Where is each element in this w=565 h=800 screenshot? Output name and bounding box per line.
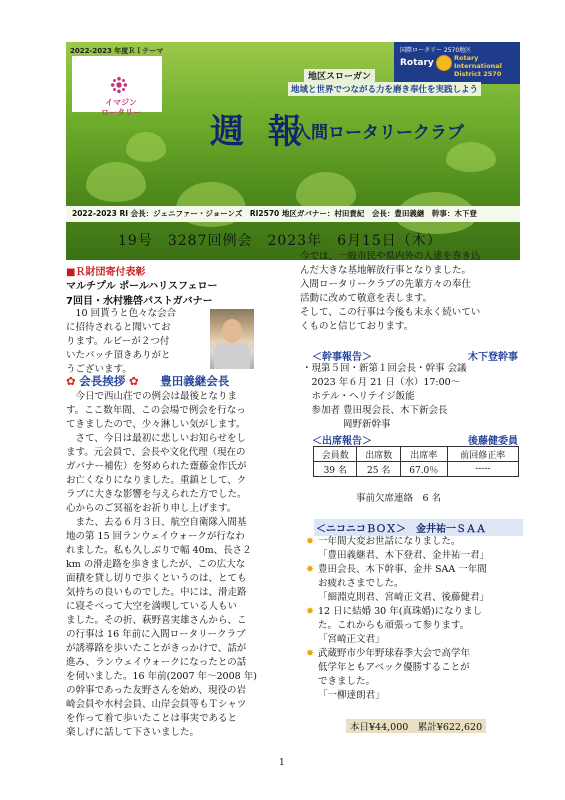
text-line: 「宮崎正文君」 <box>318 634 385 645</box>
greeting-author: 豊田義継会長 <box>160 374 230 388</box>
text-line: を作って着て歩いたことは事実であると <box>66 713 238 724</box>
secretary-report-heading <box>312 348 518 363</box>
text-line: 「一柳達朗君」 <box>318 690 385 701</box>
greeting-heading <box>66 373 229 389</box>
text-line: 面積を貸し切りで歩くというのは、とても <box>66 573 247 584</box>
table-cell: ----- <box>447 462 518 477</box>
text-line: が誘導路を歩いたことがきっかけで、話が <box>66 643 247 654</box>
star-bullet-icon: ✸ <box>306 536 314 547</box>
text-line: に寝そべって大空を満喫している人もい <box>66 601 238 612</box>
district-logo-box <box>394 42 520 84</box>
list-item <box>306 563 522 605</box>
text-line: ます。元会員で、会長や文化代理（現在の <box>66 447 246 458</box>
star-bullet-icon: ✸ <box>306 648 314 659</box>
district-top-text: 国際ロータリー 2570地区 <box>400 47 472 54</box>
attendance-reporter: 後藤健委員 <box>468 436 518 447</box>
table-header-cell: 前回修正率 <box>447 447 518 462</box>
attendance-table <box>313 446 519 477</box>
text-line: 今日で西山荘での例会は最後となりま <box>66 391 238 402</box>
rotary-wordmark: Rotary <box>400 58 434 68</box>
text-line: の幹事であった友野さんを始め、現役の岩 <box>66 685 247 696</box>
star-bullet-icon: ✸ <box>306 606 314 617</box>
text-line: くものと信じております。 <box>300 321 414 332</box>
text-line: 入間ロータリークラブの先輩方々の奉仕 <box>300 279 472 290</box>
text-line: 崎会員や水村会員、山岸会員等もＴシャツ <box>66 699 247 710</box>
page-number: 1 <box>279 758 285 768</box>
club-name: 入間ロータリークラブ <box>294 123 464 143</box>
text-line: 心からのご冥福をお祈り申し上げます。 <box>66 503 237 514</box>
photo-suit <box>214 343 250 369</box>
text-line: 活動に改めて敬意を表します。 <box>300 293 433 304</box>
text-line: 楽しげに話して下さいました。 <box>66 727 200 738</box>
list-item <box>306 535 522 563</box>
list-item <box>306 605 522 647</box>
text-line: 豊田会長、木下幹事、金井 SAA 一年間 <box>318 564 487 575</box>
text-line: ・現第５回・新第１回会長・幹事 会議 <box>302 363 467 374</box>
text-line: た。これからも頑張って参ります。 <box>318 620 470 631</box>
secretary-name: 木下登幹事 <box>468 352 518 363</box>
flower-icon: ✿ <box>66 374 76 388</box>
text-line: 「豊田義継君、木下登君、金井祐一君」 <box>318 550 490 561</box>
text-line: また、去る６月３日、航空自衛隊入間基 <box>66 517 247 528</box>
text-line: 10 回貰うと色々な会合 <box>66 308 177 319</box>
table-cell: 39 名 <box>314 462 357 477</box>
text-line: 低学年ともアベック優勝することが <box>318 662 470 673</box>
attendance-title: ＜出席報告＞ <box>312 436 372 447</box>
text-line: さて、今日は最初に悲しいお知らせをし <box>66 433 247 444</box>
officers-bar: 2022-2023 RI 会長：ジェニファー・ジョーンズ RI2570 地区ガバナー：村田貴紀 会長：豊田義継 幹事：木下登 <box>66 206 520 222</box>
text-line: んだ大きな基地解放行事となりました。 <box>300 265 472 276</box>
text-line: れました。私も久しぶりで幅 40m、長さ２ <box>66 545 252 556</box>
text-line: に招待されると聞いてお <box>66 322 171 333</box>
imagine-rotary-logo-box <box>72 56 162 117</box>
list-item <box>306 647 522 703</box>
text-line: ります。ルビーが２つ付 <box>66 336 170 347</box>
table-cell: 25 名 <box>357 462 400 477</box>
niko-box-total: 本日¥44,000 累計¥622,620 <box>346 719 486 733</box>
text-line: お疲れさまでした。 <box>318 578 404 589</box>
ri-theme-label: 2022-2023 年度ＲＩテーマ <box>70 47 164 55</box>
secretary-report-title: ＜幹事報告＞ <box>312 352 372 363</box>
text-line: 12 日に結婚 30 年(真珠婚)になりまし <box>318 606 483 617</box>
text-line: てきましたので、少々淋しい気がします。 <box>66 419 246 430</box>
imagine-label <box>96 98 146 118</box>
issue-line: 19号 3287回例会 2023年 6月15日（木） <box>118 233 442 249</box>
text-line: す。ここ数年間、この会場で例会を行なっ <box>66 405 246 416</box>
text-line: ラブに大きな影響を与えられた方でした。 <box>66 489 247 500</box>
slogan-text: 地域と世界でつながる力を磨き奉仕を実践しよう <box>288 82 481 96</box>
niko-box-list <box>306 535 522 703</box>
greeting-body <box>66 390 288 740</box>
greeting-continuation <box>300 250 520 334</box>
text-line: ガバナー補佐）を努められた齋藤金作氏が <box>66 461 247 472</box>
text-line: km の滑走路を歩きましたが、この広大な <box>66 559 246 570</box>
recipient-photo <box>210 309 254 369</box>
text-line: うございます。 <box>66 364 132 375</box>
table-header-row <box>314 447 519 462</box>
text-line: 参加者 豊田現会長、木下新会長 <box>302 405 448 416</box>
text-line: そして、この行事は今後も末永く続いてい <box>300 307 481 318</box>
attendance-heading <box>312 432 518 447</box>
table-cell: 67.0％ <box>400 462 447 477</box>
header-banner <box>66 42 520 260</box>
rfund-body <box>66 307 206 377</box>
text-line: お亡くなりになりました。重鎮として、ク <box>66 475 247 486</box>
slogan-title: 地区スローガン <box>304 69 375 82</box>
newsletter-title: 週 報 <box>210 112 308 152</box>
text-line: できました。 <box>318 676 376 687</box>
text-line: 2023 年６月 21 日（水）17:00～ <box>302 377 461 388</box>
greeting-title: 会長挨拶 <box>79 374 126 388</box>
text-line: いたバッチ頂きありがと <box>66 350 171 361</box>
text-line: 進み、ランウェイウォークになったとの話 <box>66 657 247 668</box>
rotary-wheel-icon <box>436 55 452 71</box>
imagine-logo-icon <box>110 76 128 94</box>
rotary-text: ロータリー <box>101 108 141 117</box>
niko-box-heading: ＜ニコニコＢＯＸ＞ 金井祐一ＳＡＡ <box>314 519 523 536</box>
district-name: Rotary International District 2570 <box>454 54 502 78</box>
photo-face <box>222 319 242 343</box>
flower-icon: ✿ <box>128 374 139 388</box>
attendance-note: 事前欠席連絡 6 名 <box>356 493 442 504</box>
imagine-text: イマジン <box>105 98 137 107</box>
text-line: の行事は 16 年前に入間ロータリークラブ <box>66 629 246 640</box>
text-line: 岡野新幹事 <box>302 419 391 430</box>
text-line: 「細淵克則君、宮崎正文君、後藤健君」 <box>318 592 490 603</box>
text-line: ました。その折、萩野喜実雄さんから、こ <box>66 615 247 626</box>
table-header-cell: 出席率 <box>400 447 447 462</box>
rfund-recipient-line: 7回目・水村雅啓パストガバナー <box>66 296 213 307</box>
table-header-cell: 出席数 <box>357 447 400 462</box>
text-line: 今では、一般市民や県内外の人達を巻き込 <box>300 251 481 262</box>
rfund-heading: ■Ｒ財団寄付表彰 <box>66 267 146 278</box>
text-line: 気持ちの良いものでした。中には、滑走路 <box>66 587 247 598</box>
rfund-award-line: マルチプル ポールハリスフェロー <box>66 281 218 292</box>
star-bullet-icon: ✸ <box>306 564 314 575</box>
table-row <box>314 462 519 477</box>
text-line: ホテル・ヘリテイジ飯能 <box>302 391 415 402</box>
table-header-cell: 会員数 <box>314 447 357 462</box>
secretary-report-body <box>302 362 522 432</box>
text-line: 武蔵野市少年野球春季大会で高学年 <box>318 648 471 659</box>
text-line: 一年間大変お世話になりました。 <box>318 536 461 547</box>
text-line: を伺いました。16 年前(2007 年～2008 年) <box>66 671 257 682</box>
text-line: 地の第 15 回ランウェイウォークが行なわ <box>66 531 245 542</box>
